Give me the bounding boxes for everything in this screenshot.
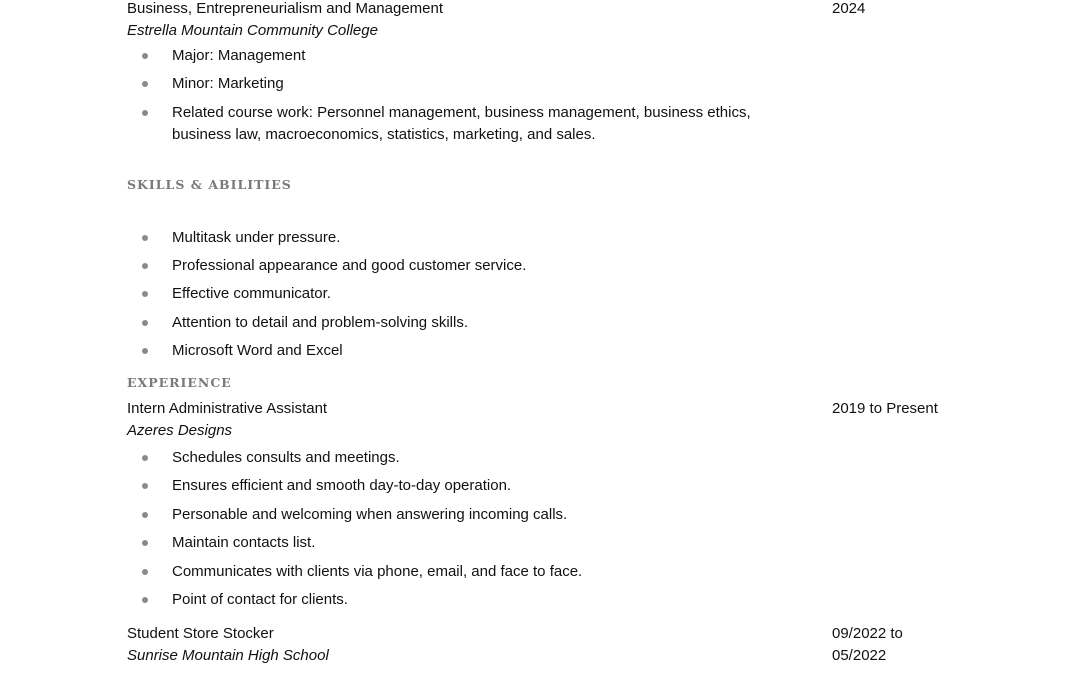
list-item: Attention to detail and problem-solving skills. bbox=[172, 312, 468, 334]
education-year: 2024 bbox=[832, 0, 866, 17]
job-title: Intern Administrative Assistant bbox=[127, 400, 328, 417]
list-item: Minor: Marketing bbox=[172, 73, 284, 95]
section-heading: SKILLS & ABILITIES bbox=[127, 177, 292, 192]
list-item: Point of contact for clients. bbox=[172, 589, 348, 611]
job-title: Student Store Stocker bbox=[127, 625, 274, 642]
company-name: Sunrise Mountain High School bbox=[127, 647, 329, 664]
job-dates: 2019 to Present bbox=[832, 400, 938, 417]
list-item: Ensures efficient and smooth day-to-day operation. bbox=[172, 475, 511, 497]
company-name: Azeres Designs bbox=[127, 422, 233, 439]
section-heading: EXPERIENCE bbox=[127, 375, 232, 390]
school-name: Estrella Mountain Community College bbox=[127, 22, 378, 39]
job-dates-end: 05/2022 bbox=[832, 647, 887, 664]
job-dates-start: 09/2022 to bbox=[832, 625, 903, 642]
list-item: Professional appearance and good customer service. bbox=[172, 255, 526, 277]
list-item: Major: Management bbox=[172, 45, 305, 67]
list-item: Microsoft Word and Excel bbox=[172, 340, 343, 362]
list-item: Multitask under pressure. bbox=[172, 227, 340, 249]
list-item: Maintain contacts list. bbox=[172, 532, 315, 554]
list-item-continuation: business law, macroeconomics, statistics, marketing, and sales. bbox=[172, 126, 596, 143]
list-item: Effective communicator. bbox=[172, 283, 331, 305]
list-item: Related course work: Personnel management, business management, business ethics, bbox=[172, 102, 751, 124]
list-item: Personable and welcoming when answering incoming calls. bbox=[172, 504, 567, 526]
degree-title: Business, Entrepreneurialism and Management bbox=[127, 0, 444, 17]
list-item: Schedules consults and meetings. bbox=[172, 447, 400, 469]
list-item: Communicates with clients via phone, email, and face to face. bbox=[172, 561, 582, 583]
